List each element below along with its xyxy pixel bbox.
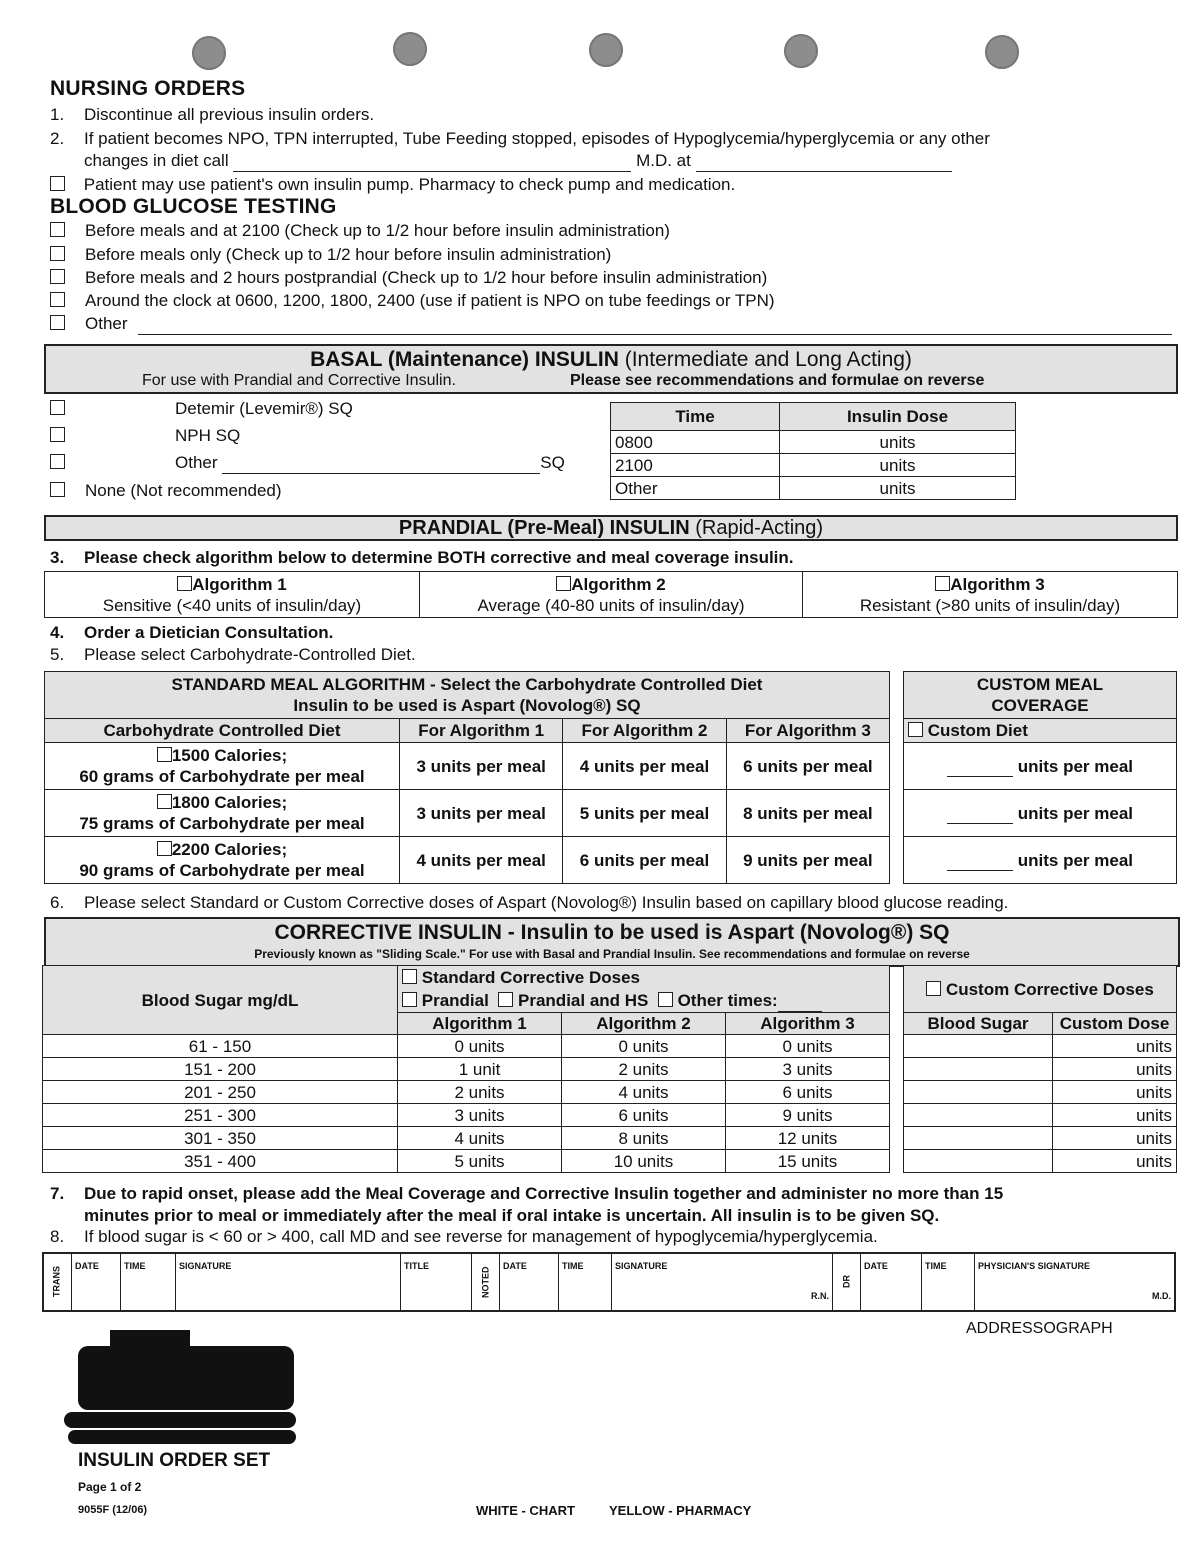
corrective-table: Blood Sugar mg/dL Standard Corrective Doses Prandial Prandial and HS Other times: Algorithm 1 Algorithm 2 Algorithm 3 61 - 150 0 units 0 units 0 units 151 - 200 1 unit 2 units 3 units 201 - 250 2 units 4 units 6 units 251 - 300 3 units 6 units 9 units 301 - 350 4 units 8 units 12 units 351 - 400 5 units 10 units 15 units [42,965,890,1173]
algorithm-1-cell[interactable]: Algorithm 1 Sensitive (<40 units of insulin/day) [45,572,420,618]
custom-corrective-table: Custom Corrective Doses Blood Sugar Custom Dose units units units units units units [903,965,1177,1173]
glucose-option[interactable]: Before meals and at 2100 (Check up to 1/2 hour before insulin administration) [50,220,670,242]
form-title: INSULIN ORDER SET [78,1450,271,1471]
item-7: 7. Due to rapid onset, please add the Meal Coverage and Corrective Insulin together and administer no more than 15 [50,1184,1004,1203]
copy-yellow: YELLOW - PHARMACY [609,1503,752,1518]
basal-option-none[interactable]: None (Not recommended) [50,480,282,502]
prandial-item-3: 3. Please check algorithm below to determine BOTH corrective and meal coverage insulin. [50,548,794,567]
nursing-item-1: 1. Discontinue all previous insulin orders. [50,105,375,124]
table-row: Other units [611,477,1016,500]
punch-hole [393,32,427,66]
nursing-item-2-cont: changes in diet call M.D. at [84,150,952,172]
basal-banner: BASAL (Maintenance) INSULIN (Intermediate and Long Acting) For use with Prandial and Corrective Insulin. Please see recommendations and formulae on reverse [44,344,1178,394]
basal-option-detemir[interactable]: Detemir (Levemir®) SQ [50,398,353,420]
insulin-pump-checkbox[interactable] [50,176,65,191]
signature-strip: TRANS DATE TIME SIGNATURE TITLE NOTED DATE TIME SIGNATURE R.N. DR DATE TIME PHYSICIAN'S SIGNATURE M.D. [42,1252,1176,1312]
table-row: 301 - 350 4 units 8 units 12 units [43,1127,890,1150]
checkbox[interactable] [50,454,65,469]
item-7-cont: minutes prior to meal or immediately after the meal if oral intake is uncertain. All insulin is to be given SQ. [84,1206,940,1225]
table-row: 1800 Calories; 75 grams of Carbohydrate per meal 3 units per meal 5 units per meal 8 units per meal [45,790,890,837]
glucose-option-other[interactable]: Other [50,313,128,335]
punch-hole [784,34,818,68]
table-row: units [904,1081,1177,1104]
table-row: units per meal [904,743,1177,790]
table-row: 61 - 150 0 units 0 units 0 units [43,1035,890,1058]
table-row: units [904,1150,1177,1173]
nursing-item-2: 2. If patient becomes NPO, TPN interrupted, Tube Feeding stopped, episodes of Hypoglycemia/hyperglycemia or any other [50,129,990,148]
checkbox[interactable] [50,246,65,261]
basal-option-nph[interactable]: NPH SQ [50,425,240,447]
basal-option-other[interactable]: Other SQ [50,452,565,474]
algorithm-table [44,571,1178,618]
table-row: units per meal [904,790,1177,837]
checkbox[interactable] [177,576,192,591]
glucose-option[interactable]: Before meals and 2 hours postprandial (Check up to 1/2 hour before insulin administration) [50,267,767,289]
checkbox[interactable] [498,992,513,1007]
checkbox[interactable] [402,969,417,984]
checkbox[interactable] [50,292,65,307]
table-row: units [904,1127,1177,1150]
checkbox[interactable] [50,222,65,237]
glucose-testing-heading: BLOOD GLUCOSE TESTING [50,195,337,218]
prandial-item-4: 4. Order a Dietician Consultation. [50,623,334,642]
addressograph-label: ADDRESSOGRAPH [966,1320,1113,1337]
table-row: 2100 units [611,454,1016,477]
nursing-orders-heading: NURSING ORDERS [50,77,246,100]
insulin-pump-option[interactable]: Patient may use patient's own insulin pump. Pharmacy to check pump and medication. [50,174,735,196]
item-6: 6. Please select Standard or Custom Corrective doses of Aspart (Novolog®) Insulin based on capillary blood glucose reading. [50,893,1009,912]
md-name-field[interactable] [233,171,631,172]
table-row: units [904,1058,1177,1081]
checkbox[interactable] [50,269,65,284]
standard-meal-table: STANDARD MEAL ALGORITHM - Select the Carbohydrate Controlled Diet Insulin to be used is Aspart (Novolog®) SQ Carbohydrate Controlled Diet For Algorithm 1 For Algorithm 2 For Algorithm 3 1500 Calories; 60 grams of Carbohydrate per meal 3 units per meal 4 units per meal 6 units per meal 1800 Calories; 75 grams of Carbohydrate per meal 3 units per meal 5 units per meal 8 units per meal 2200 Calories; 90 grams of Carbohydrate per meal 4 units per meal 6 units per meal 9 units per meal [44,671,890,884]
basal-dose-table: Time Insulin Dose 0800 units 2100 units Other units [610,402,1016,500]
form-number: 9055F (12/06) [78,1504,148,1516]
glucose-option[interactable]: Around the clock at 0600, 1200, 1800, 2400 (use if patient is NPO on tube feedings or TPN) [50,290,775,312]
checkbox[interactable] [658,992,673,1007]
table-row: 201 - 250 2 units 4 units 6 units [43,1081,890,1104]
punch-hole [192,36,226,70]
table-row: 251 - 300 3 units 6 units 9 units [43,1104,890,1127]
prandial-item-5: 5. Please select Carbohydrate-Controlled Diet. [50,645,416,664]
page-number: Page 1 of 2 [78,1480,142,1494]
item-8: 8. If blood sugar is < 60 or > 400, call MD and see reverse for management of hypoglycemia/hyperglycemia. [50,1227,878,1246]
table-row: 2200 Calories; 90 grams of Carbohydrate per meal 4 units per meal 6 units per meal 9 units per meal [45,837,890,884]
algorithm-3-cell[interactable]: Algorithm 3 Resistant (>80 units of insulin/day) [803,572,1178,618]
table-row: units [904,1104,1177,1127]
checkbox[interactable] [157,841,172,856]
checkbox[interactable] [157,747,172,762]
glucose-option[interactable]: Before meals only (Check up to 1/2 hour before insulin administration) [50,244,611,266]
table-row: units per meal [904,837,1177,884]
checkbox[interactable] [50,315,65,330]
checkbox[interactable] [556,576,571,591]
punch-hole [985,35,1019,69]
table-row: 151 - 200 1 unit 2 units 3 units [43,1058,890,1081]
copy-white: WHITE - CHART [476,1503,575,1518]
redaction-mark [62,1326,302,1448]
checkbox[interactable] [50,482,65,497]
algorithm-2-cell[interactable]: Algorithm 2 Average (40-80 units of insulin/day) [420,572,803,618]
checkbox[interactable] [926,981,941,996]
md-phone-field[interactable] [696,171,952,172]
basal-other-field[interactable] [222,473,540,474]
checkbox[interactable] [50,400,65,415]
table-row: 351 - 400 5 units 10 units 15 units [43,1150,890,1173]
prandial-banner: PRANDIAL (Pre-Meal) INSULIN (Rapid-Acting) [44,515,1178,541]
table-row: units [904,1035,1177,1058]
corrective-banner: CORRECTIVE INSULIN - Insulin to be used is Aspart (Novolog®) SQ Previously known as "Sliding Scale." For use with Basal and Prandial Insulin. See recommendations and formulae on reverse [44,917,1180,967]
punch-hole [589,33,623,67]
custom-meal-table: CUSTOM MEAL COVERAGE Custom Diet units per meal units per meal units per meal [903,671,1177,884]
table-row: 0800 units [611,431,1016,454]
other-line[interactable] [138,334,1172,335]
checkbox[interactable] [402,992,417,1007]
checkbox[interactable] [935,576,950,591]
table-row: 1500 Calories; 60 grams of Carbohydrate per meal 3 units per meal 4 units per meal 6 units per meal [45,743,890,790]
checkbox[interactable] [50,427,65,442]
checkbox[interactable] [908,722,923,737]
checkbox[interactable] [157,794,172,809]
